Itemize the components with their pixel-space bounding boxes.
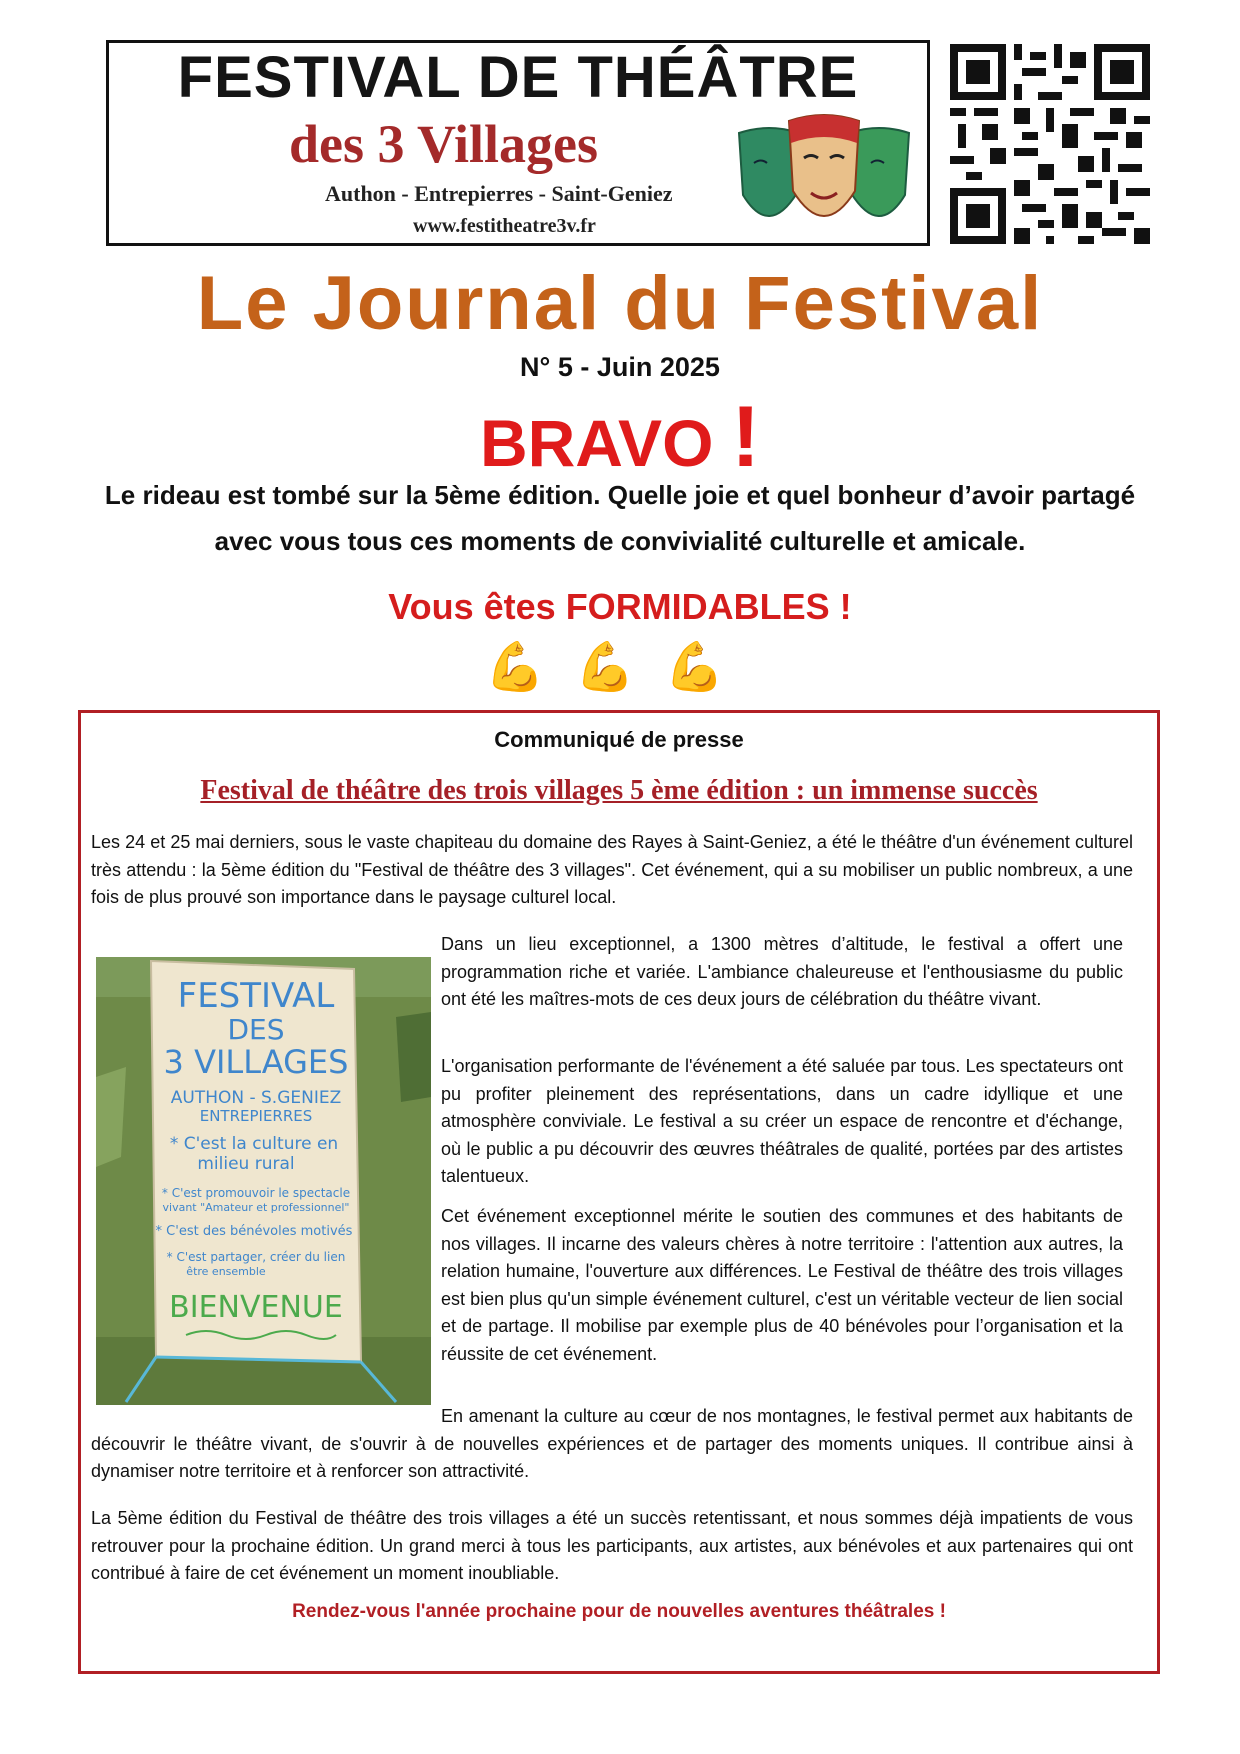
bravo-text: BRAVO [479, 406, 714, 480]
issue-number: N° 5 - Juin 2025 [520, 352, 720, 382]
theatre-masks-icon [729, 113, 919, 243]
sign-line-9: vivant "Amateur et professionnel" [162, 1201, 350, 1214]
bravo-exclamation: ! [731, 389, 761, 485]
sign-line-1: FESTIVAL [177, 976, 335, 1016]
flexed-biceps-icon: 💪💪💪 [485, 639, 755, 695]
intro-text: Le rideau est tombé sur la 5ème édition. Quelle joie et quel bonheur d’avoir partagé avec vous tous ces moments de convivialité culturelle et amicale. [104, 480, 1136, 556]
press-paragraph: En amenant la culture au cœur de nos montagnes, le festival permet aux habitants de découvrir le théâtre vivant, de s'ouvrir à de nouvelles expériences et de partager des moments uniques. Il contribue ainsi à dynamiser notre territoire et à renforcer son attractivité. [91, 1406, 1133, 1481]
sign-line-6: * C'est la culture en [169, 1134, 339, 1154]
sign-line-2: DES [227, 1013, 285, 1046]
sign-line-11: * C'est partager, créer du lien [166, 1250, 346, 1264]
journal-title: Le Journal du Festival [196, 261, 1044, 346]
sign-line-4: AUTHON - S.GENIEZ [170, 1088, 342, 1108]
logo-url: www.festitheatre3v.fr [413, 215, 596, 237]
festival-sign-photo [96, 957, 431, 1405]
press-label: Communiqué de presse [494, 727, 744, 752]
press-paragraph: Dans un lieu exceptionnel, a 1300 mètres d’altitude, le festival a offert une programmation riche et variée. L'ambiance chaleureuse et l'enthousiasme du public ont été les maîtres-mots de ces deux jours de célébration du théâtre vivant. [441, 934, 1123, 1009]
closing-line: Rendez-vous l'année prochaine pour de nouvelles aventures théâtrales ! [292, 1601, 946, 1622]
sign-line-10: * C'est des bénévoles motivés [155, 1224, 353, 1239]
logo-villages: Authon - Entrepierres - Saint-Geniez [325, 181, 673, 206]
sign-line-12: être ensemble [186, 1265, 266, 1278]
sign-line-13: BIENVENUE [169, 1290, 343, 1325]
press-paragraph: Les 24 et 25 mai derniers, sous le vaste chapiteau du domaine des Rayes à Saint-Geniez, a été le théâtre d'un événement culturel très attendu : la 5ème édition du "Festival de théâtre des 3 villages". Cet événement, qui a su mobiliser un public nombreux, a une fois de plus prouvé son importance dans le paysage culturel local. [91, 832, 1133, 907]
qr-code-icon[interactable] [950, 44, 1150, 244]
sign-line-7: milieu rural [197, 1154, 295, 1174]
press-paragraph: Cet événement exceptionnel mérite le soutien des communes et des habitants de nos villages. Il incarne des valeurs chères à notre territoire : l'attention aux autres, la relation humaine, l'ouverture aux différences. Le Festival de théâtre des trois villages est bien plus qu'un simple événement culturel, c'est un véritable vecteur de lien social et de partage. Il mobilise par exemple plus de 40 bénévoles pour l’organisation et la réussite de cet événement. [441, 1206, 1123, 1364]
sign-line-8: * C'est promouvoir le spectacle [161, 1186, 351, 1200]
logo-subtitle: des 3 Villages [289, 114, 599, 174]
festival-logo [106, 40, 930, 246]
sign-line-5: ENTREPIERRES [199, 1107, 313, 1125]
logo-title: FESTIVAL DE THÉÂTRE [177, 45, 859, 110]
press-headline: Festival de théâtre des trois villages 5 ème édition : un immense succès [200, 775, 1038, 806]
sign-line-3: 3 VILLAGES [163, 1043, 349, 1081]
press-release-box [78, 710, 1160, 1674]
formidables-text: Vous êtes FORMIDABLES ! [388, 586, 852, 627]
press-paragraph: La 5ème édition du Festival de théâtre des trois villages a été un succès retentissant, et nous sommes déjà impatients de vous retrouver pour la prochaine édition. Un grand merci à tous les participants, aux artistes, aux bénévoles et aux partenaires qui ont contribué à faire de cet événement un moment inoubliable. [91, 1508, 1133, 1583]
press-paragraph: L'organisation performante de l'événement a été saluée par tous. Les spectateurs ont pu profiter pleinement des représentations, dans un cadre idyllique et une atmosphère conviviale. Le festival a su créer un espace de rencontre et d'échange, où le public a pu découvrir des œuvres théâtrales de qualité, portées par des artistes talentueux. [441, 1056, 1123, 1186]
